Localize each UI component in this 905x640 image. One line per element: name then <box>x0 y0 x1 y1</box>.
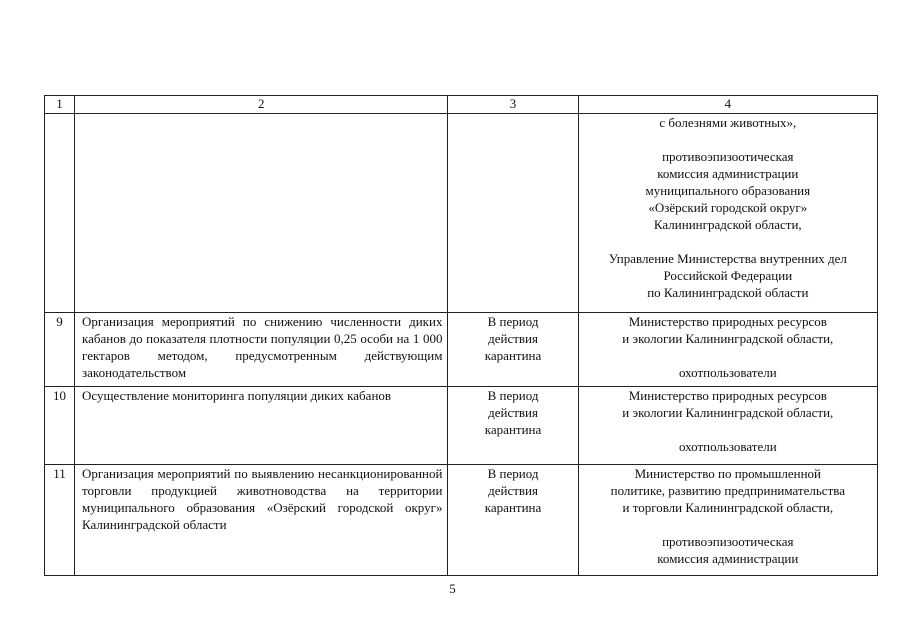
responsible-cell <box>578 114 877 313</box>
table-row-continuation <box>45 114 878 313</box>
row-period: В период действия карантина <box>484 466 542 515</box>
responsible-paragraph: охотпользователи <box>678 439 777 454</box>
period-cell <box>448 114 578 313</box>
row-description: Осуществление мониторинга популяции диких кабанов <box>82 388 392 403</box>
table-row <box>45 465 878 576</box>
header-col-2: 2 <box>75 96 448 114</box>
page-number: 5 <box>449 581 456 596</box>
header-col-3: 3 <box>448 96 578 114</box>
description-cell <box>75 465 448 576</box>
row-description: Организация мероприятий по выявлению несанкционированной торговли продукцией животноводства на территории муниципального образования «Озёрский городской округ» Калининградской области <box>82 466 443 532</box>
number-cell <box>45 114 75 313</box>
responsible-paragraph: противоэпизоотическая комиссия администрации <box>657 534 799 566</box>
responsible-paragraph: Министерство природных ресурсов и экологии Калининградской области, <box>622 388 834 420</box>
row-period: В период действия карантина <box>484 314 542 363</box>
responsible-paragraph: Министерство природных ресурсов и экологии Калининградской области, <box>622 314 834 346</box>
table-row <box>45 387 878 465</box>
description-cell <box>75 114 448 313</box>
table-row <box>45 313 878 387</box>
header-col-1: 1 <box>45 96 75 114</box>
description-cell <box>75 313 448 387</box>
row-number: 11 <box>45 465 75 576</box>
measures-table <box>44 95 878 576</box>
responsible-paragraph: с болезнями животных», <box>659 115 797 130</box>
column-number-header-row <box>45 96 878 114</box>
responsible-paragraph: Министерство по промышленной политике, развитию предпринимательства и торговли Калининградской области, <box>610 466 845 515</box>
responsible-paragraph: Управление Министерства внутренних дел Российской Федерации по Калининградской области <box>608 251 847 300</box>
row-number: 10 <box>45 387 75 465</box>
responsible-paragraph: противоэпизоотическая комиссия администрации муниципального образования «Озёрский городской округ» Калининградской области, <box>645 149 811 232</box>
row-period: В период действия карантина <box>484 388 542 437</box>
responsible-cell <box>578 465 877 576</box>
responsible-cell <box>578 313 877 387</box>
row-number: 9 <box>45 313 75 387</box>
responsible-paragraph: охотпользователи <box>678 365 777 380</box>
header-col-4: 4 <box>578 96 877 114</box>
row-description: Организация мероприятий по снижению численности диких кабанов до показателя плотности популяции 0,25 особи на 1 000 гектаров методом, предусмотренным действующим законодательством <box>82 314 443 380</box>
period-cell <box>448 465 578 576</box>
period-cell <box>448 387 578 465</box>
period-cell <box>448 313 578 387</box>
description-cell <box>75 387 448 465</box>
responsible-cell <box>578 387 877 465</box>
